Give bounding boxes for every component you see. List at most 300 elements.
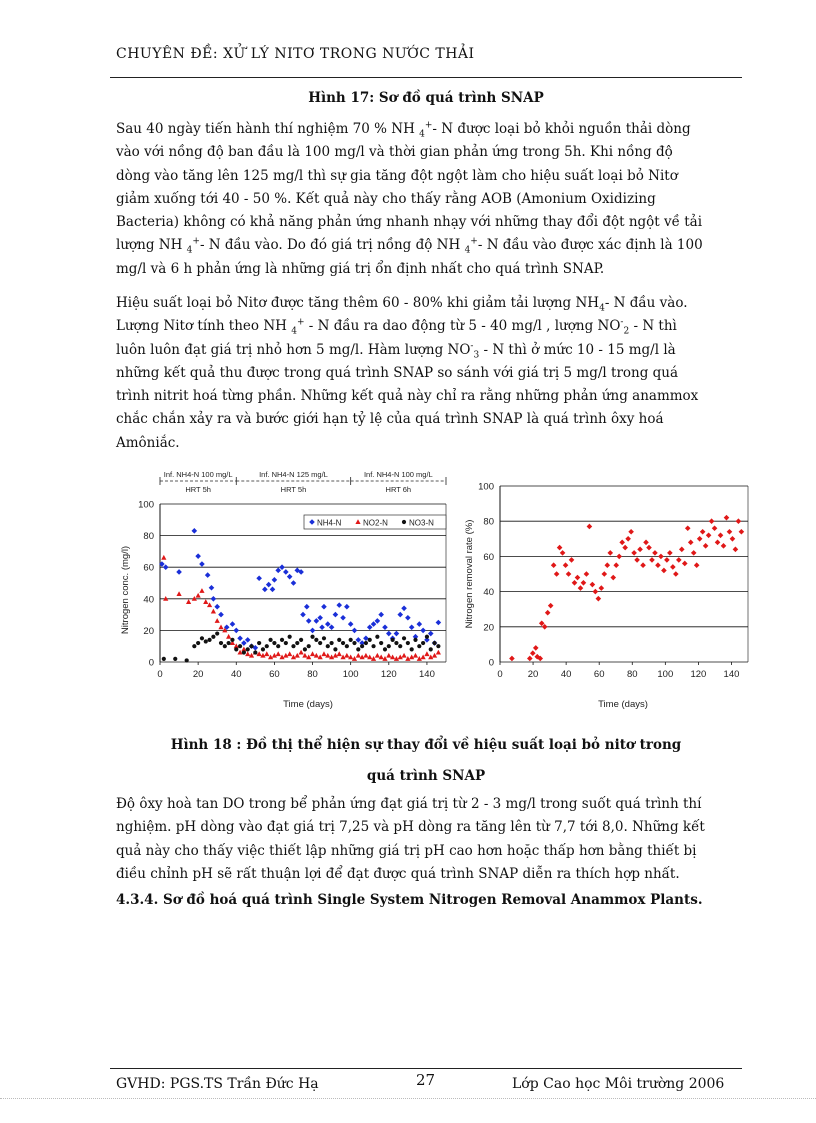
data-point-nh4-n — [209, 585, 215, 591]
paragraph-1 — [116, 118, 738, 281]
data-point-no3-n — [352, 641, 356, 645]
legend-label: NO3-N — [409, 518, 434, 528]
data-point-no2-n — [226, 634, 231, 639]
data-point-removal-rate — [613, 562, 619, 568]
text-line: quả này cho thấy việc thiết lập những giá trị pH cao hơn hoặc thấp hơn bằng thiết bị — [116, 842, 697, 859]
data-point-no2-n — [413, 653, 418, 658]
data-point-no3-n — [333, 647, 337, 651]
data-point-no3-n — [432, 641, 436, 645]
data-point-removal-rate — [599, 585, 605, 591]
data-point-no3-n — [299, 638, 303, 642]
data-point-nh4-n — [218, 612, 224, 618]
data-point-nh4-n — [163, 564, 169, 570]
data-point-no2-n — [161, 555, 166, 560]
data-point-no3-n — [280, 638, 284, 642]
data-point-removal-rate — [691, 550, 697, 556]
data-point-no3-n — [383, 647, 387, 651]
data-point-removal-rate — [616, 554, 622, 560]
data-point-no2-n — [196, 593, 201, 598]
data-point-nh4-n — [325, 621, 331, 627]
data-point-no2-n — [218, 624, 223, 629]
data-point-no2-n — [310, 651, 315, 656]
data-point-nh4-n — [275, 568, 281, 574]
data-point-no3-n — [413, 638, 417, 642]
y-tick-label: 20 — [483, 622, 494, 634]
data-point-no3-n — [410, 647, 414, 651]
data-point-removal-rate — [557, 545, 563, 551]
x-tick-label: 120 — [690, 669, 707, 680]
data-point-nh4-n — [270, 587, 276, 593]
text-line: giảm xuống tới 40 - 50 %. Kết quả này cho thấy rằng AOB (Amonium Oxidizing — [116, 190, 656, 207]
data-point-removal-rate — [593, 589, 599, 595]
data-point-nh4-n — [310, 628, 316, 634]
data-point-no2-n — [386, 653, 391, 658]
data-point-no3-n — [429, 647, 433, 651]
data-point-removal-rate — [700, 529, 706, 535]
data-point-nh4-n — [205, 572, 211, 578]
text-line: điều chỉnh pH sẽ rất thuận lợi để đạt được quá trình SNAP diễn ra thích hợp nhất. — [116, 865, 680, 882]
data-point-removal-rate — [682, 561, 688, 567]
data-point-removal-rate — [610, 575, 616, 581]
x-tick-label: 60 — [269, 669, 280, 680]
data-point-no3-n — [326, 644, 330, 648]
data-point-nh4-n — [300, 612, 306, 618]
nitrogen-removal-rate-chart — [458, 474, 758, 714]
legend-label: NO2-N — [363, 518, 388, 528]
data-point-nh4-n — [272, 577, 278, 583]
data-point-removal-rate — [563, 562, 569, 568]
data-point-removal-rate — [530, 650, 536, 656]
data-point-removal-rate — [566, 571, 572, 577]
data-point-nh4-n — [304, 604, 310, 610]
data-point-nh4-n — [319, 624, 325, 630]
data-point-removal-rate — [569, 557, 575, 563]
chart-tick-labels — [478, 482, 739, 681]
data-point-nh4-n — [230, 621, 236, 627]
data-point-removal-rate — [622, 545, 628, 551]
data-point-removal-rate — [640, 562, 646, 568]
data-point-no2-n — [344, 653, 349, 658]
data-point-nh4-n — [283, 569, 289, 575]
data-point-no3-n — [330, 641, 334, 645]
data-point-nh4-n — [352, 628, 358, 634]
data-point-removal-rate — [587, 524, 593, 530]
data-point-no3-n — [368, 638, 372, 642]
document-header: CHUYÊN ĐỀ: XỬ LÝ NITƠ TRONG NƯỚC THẢI — [116, 46, 475, 62]
x-tick-label: 20 — [527, 669, 539, 680]
data-point-no3-n — [219, 641, 223, 645]
text-line: chắc chắn xảy ra và bước giới hạn tỷ lệ của quá trình SNAP là quá trình ôxy hoá — [116, 411, 664, 428]
chart-data-points — [159, 528, 441, 662]
data-point-no2-n — [401, 653, 406, 658]
data-point-removal-rate — [712, 525, 718, 531]
x-tick-label: 0 — [497, 669, 503, 680]
y-tick-label: 0 — [148, 657, 154, 669]
data-point-removal-rate — [604, 562, 610, 568]
text-line: dòng vào tăng lên 125 mg/l thì sự gia tăng đột ngột làm cho hiệu suất loại bỏ Nitơ — [116, 167, 678, 184]
data-point-no3-n — [234, 647, 238, 651]
data-point-no3-n — [272, 641, 276, 645]
text-line: lượng NH $_4$+- N đầu vào. Do đó giá trị nồng độ NH $_4$+- N đầu vào được xác định là 100 — [116, 236, 703, 257]
data-point-no2-n — [436, 650, 441, 655]
data-point-nh4-n — [241, 640, 247, 646]
data-point-removal-rate — [667, 550, 673, 556]
data-point-no2-n — [363, 653, 368, 658]
data-point-removal-rate — [637, 547, 643, 553]
data-point-nh4-n — [192, 528, 198, 534]
y-axis-label: Nitrogen conc. (mg/l) — [120, 545, 131, 635]
data-point-nh4-n — [237, 636, 243, 642]
data-point-removal-rate — [509, 656, 515, 662]
data-point-nh4-n — [405, 615, 411, 621]
text-line: trình nitrit hoá từng phần. Những kết quả này chỉ ra rằng những phản ứng anammox — [116, 388, 699, 405]
data-point-no3-n — [257, 641, 261, 645]
data-point-no3-n — [207, 638, 211, 642]
data-point-no2-n — [176, 591, 181, 596]
data-point-removal-rate — [718, 532, 724, 538]
data-point-no3-n — [436, 644, 440, 648]
section-heading: 4.3.4. Sơ đồ hoá quá trình Single System Nitrogen Removal Anammox Plants. — [116, 892, 703, 908]
data-point-no2-n — [337, 651, 342, 656]
data-point-nh4-n — [340, 615, 346, 621]
y-axis-label: Nitrogen removal rate (%) — [464, 519, 475, 629]
data-point-nh4-n — [314, 618, 320, 624]
data-point-no2-n — [215, 618, 220, 623]
x-axis-label: Time (days) — [283, 699, 333, 710]
data-point-no3-n — [185, 658, 189, 662]
data-point-nh4-n — [211, 596, 217, 602]
data-point-no3-n — [196, 641, 200, 645]
x-tick-label: 120 — [380, 669, 397, 680]
chart-data-points — [509, 515, 744, 661]
data-point-no3-n — [425, 635, 429, 639]
data-point-no2-n — [211, 609, 216, 614]
x-axis-label: Time (days) — [598, 699, 648, 710]
data-point-no3-n — [276, 644, 280, 648]
figure-18-caption-line2: quá trình SNAP — [366, 768, 486, 784]
data-point-removal-rate — [715, 540, 721, 546]
chart-gridlines — [500, 486, 748, 665]
data-point-no2-n — [186, 599, 191, 604]
data-point-no3-n — [391, 638, 395, 642]
data-point-removal-rate — [655, 562, 661, 568]
data-point-no3-n — [253, 650, 257, 654]
data-point-removal-rate — [724, 515, 730, 521]
data-point-no3-n — [356, 647, 360, 651]
legend-marker — [402, 520, 406, 524]
data-point-removal-rate — [649, 557, 655, 563]
data-point-removal-rate — [545, 610, 551, 616]
y-tick-label: 100 — [138, 499, 154, 511]
x-tick-label: 60 — [593, 669, 605, 680]
data-point-no3-n — [303, 647, 307, 651]
data-point-no3-n — [398, 644, 402, 648]
data-point-no3-n — [406, 641, 410, 645]
figure-18-caption-line1: Hình 18 : Đồ thị thể hiện sự thay đổi về hiệu suất loại bỏ nitơ trong — [170, 737, 682, 753]
data-point-nh4-n — [367, 624, 373, 630]
data-point-removal-rate — [590, 582, 596, 588]
data-point-no3-n — [295, 641, 299, 645]
data-point-removal-rate — [670, 564, 676, 570]
data-point-removal-rate — [730, 536, 736, 542]
x-tick-label: 0 — [157, 669, 163, 680]
data-point-no2-n — [199, 588, 204, 593]
data-point-removal-rate — [575, 575, 581, 581]
data-point-removal-rate — [533, 645, 539, 651]
phase-hrt-label: HRT 5h — [280, 485, 307, 494]
data-point-removal-rate — [733, 547, 739, 553]
data-point-removal-rate — [554, 571, 560, 577]
data-point-removal-rate — [694, 562, 700, 568]
data-point-no3-n — [284, 641, 288, 645]
data-point-no2-n — [203, 599, 208, 604]
text-line: những kết quả thu được trong quá trình SNAP so sánh với giá trị 5 mg/l trong quá — [116, 364, 679, 381]
data-point-no3-n — [322, 636, 326, 640]
data-point-removal-rate — [628, 529, 634, 535]
data-point-no2-n — [321, 651, 326, 656]
data-point-no3-n — [379, 641, 383, 645]
data-point-nh4-n — [279, 564, 285, 570]
data-point-removal-rate — [625, 536, 631, 542]
data-point-nh4-n — [333, 612, 339, 618]
data-point-nh4-n — [397, 612, 403, 618]
data-point-nh4-n — [256, 575, 262, 581]
data-point-nh4-n — [428, 631, 434, 637]
data-point-removal-rate — [551, 562, 557, 568]
data-point-removal-rate — [646, 545, 652, 551]
phase-hrt-label: HRT 6h — [385, 485, 412, 494]
data-point-nh4-n — [287, 574, 293, 580]
data-point-no3-n — [246, 647, 250, 651]
data-point-removal-rate — [703, 543, 709, 549]
data-point-removal-rate — [673, 571, 679, 577]
text-line: Hiệu suất loại bỏ Nitơ được tăng thêm 60 - 80% khi giảm tải lượng $NH_4-$ N đầu vào. — [116, 295, 688, 314]
y-tick-label: 20 — [143, 625, 154, 637]
data-point-no3-n — [345, 644, 349, 648]
data-point-no3-n — [215, 631, 219, 635]
text-line: luôn luôn đạt giá trị nhỏ hơn 5 mg/l. Hàm lượng $NO^-_3$ - N thì ở mức 10 - 15 mg/l là — [116, 341, 676, 361]
data-point-no3-n — [337, 638, 341, 642]
data-point-removal-rate — [560, 550, 566, 556]
phase-hrt-label: HRT 5h — [185, 485, 211, 494]
text-line: Amôniắc. — [116, 434, 180, 451]
x-tick-label: 140 — [723, 669, 740, 680]
data-point-nh4-n — [266, 582, 272, 588]
data-point-no3-n — [238, 644, 242, 648]
text-line: Bacteria) không có khả năng phản ứng nhanh nhạy với những thay đổi đột ngột về tải — [116, 214, 703, 231]
x-tick-label: 40 — [560, 669, 572, 680]
data-point-no3-n — [341, 641, 345, 645]
text-line: Độ ôxy hoà tan DO trong bể phản ứng đạt giá trị từ 2 - 3 mg/l trong suốt quá trình thí — [116, 796, 702, 812]
nitrogen-concentration-chart — [112, 462, 462, 712]
data-point-removal-rate — [709, 518, 715, 524]
data-point-nh4-n — [195, 553, 201, 559]
data-point-removal-rate — [634, 557, 640, 563]
data-point-removal-rate — [527, 656, 533, 662]
text-line: Sau 40 ngày tiến hành thí nghiệm 70 % NH $_4$+- N được loại bỏ khỏi nguồn thải dòng — [116, 120, 691, 140]
data-point-removal-rate — [581, 580, 587, 586]
data-point-nh4-n — [409, 624, 415, 630]
y-tick-label: 60 — [143, 562, 154, 574]
data-point-no2-n — [424, 651, 429, 656]
footer-class: Lớp Cao học Môi trường 2006 — [512, 1076, 725, 1092]
data-point-nh4-n — [245, 637, 251, 643]
data-point-no3-n — [192, 644, 196, 648]
data-point-nh4-n — [336, 602, 342, 608]
data-point-no3-n — [375, 635, 379, 639]
phase-label: Inf. NH4-N 125 mg/L — [259, 470, 328, 479]
data-point-removal-rate — [721, 543, 727, 549]
data-point-nh4-n — [417, 621, 423, 627]
page-edge-dotted — [0, 1098, 816, 1099]
data-point-no3-n — [307, 644, 311, 648]
data-point-no3-n — [200, 636, 204, 640]
data-point-nh4-n — [214, 604, 220, 610]
data-point-nh4-n — [386, 631, 392, 637]
data-point-no3-n — [211, 635, 215, 639]
data-point-nh4-n — [420, 628, 426, 634]
phase-label: Inf. NH4-N 100 mg/L — [363, 470, 433, 479]
data-point-removal-rate — [602, 571, 608, 577]
x-tick-label: 100 — [657, 669, 674, 680]
paragraph-2 — [116, 292, 738, 455]
data-point-no3-n — [265, 644, 269, 648]
footer-rule — [110, 1068, 742, 1069]
data-point-no2-n — [276, 651, 281, 656]
data-point-nh4-n — [355, 637, 361, 643]
header-rule — [110, 77, 742, 78]
data-point-nh4-n — [382, 624, 388, 630]
data-point-no3-n — [387, 644, 391, 648]
y-tick-label: 80 — [143, 531, 154, 543]
data-point-no3-n — [364, 641, 368, 645]
data-point-no3-n — [204, 639, 208, 643]
footer-supervisor: GVHD: PGS.TS Trần Đức Hạ — [116, 1076, 319, 1092]
data-point-no3-n — [417, 644, 421, 648]
data-point-no3-n — [268, 638, 272, 642]
data-point-removal-rate — [736, 518, 742, 524]
data-point-removal-rate — [685, 525, 691, 531]
data-point-no3-n — [318, 641, 322, 645]
data-point-nh4-n — [233, 628, 239, 634]
text-line: nghiệm. pH dòng vào đạt giá trị 7,25 và pH dòng ra tăng lên từ 7,7 tới 8,0. Những kết — [116, 819, 705, 836]
data-point-nh4-n — [317, 615, 323, 621]
data-point-removal-rate — [706, 532, 712, 538]
data-point-removal-rate — [578, 585, 584, 591]
data-point-no3-n — [402, 636, 406, 640]
data-point-no3-n — [291, 644, 295, 648]
x-tick-label: 100 — [342, 669, 359, 680]
phase-label: Inf. NH4-N 100 mg/L — [163, 470, 233, 479]
data-point-removal-rate — [697, 536, 703, 542]
chart-legend — [304, 515, 446, 529]
data-point-nh4-n — [329, 624, 335, 630]
data-point-nh4-n — [199, 561, 205, 567]
data-point-removal-rate — [572, 580, 578, 586]
data-point-nh4-n — [375, 618, 381, 624]
data-point-removal-rate — [548, 603, 554, 609]
y-tick-label: 80 — [483, 516, 494, 528]
data-point-no3-n — [349, 638, 353, 642]
data-point-removal-rate — [664, 557, 670, 563]
x-tick-label: 80 — [307, 669, 318, 680]
data-point-removal-rate — [676, 557, 682, 563]
data-point-nh4-n — [394, 631, 400, 637]
data-point-no3-n — [360, 644, 364, 648]
data-point-no3-n — [249, 644, 253, 648]
data-point-nh4-n — [306, 618, 312, 624]
data-point-nh4-n — [436, 620, 442, 626]
data-point-no3-n — [223, 644, 227, 648]
data-point-removal-rate — [607, 550, 613, 556]
data-point-nh4-n — [344, 604, 350, 610]
data-point-no2-n — [287, 651, 292, 656]
x-tick-label: 20 — [192, 669, 204, 680]
data-point-removal-rate — [688, 540, 694, 546]
y-tick-label: 100 — [478, 481, 494, 493]
data-point-nh4-n — [378, 612, 384, 618]
data-point-no3-n — [394, 641, 398, 645]
data-point-no3-n — [261, 647, 265, 651]
x-tick-label: 140 — [419, 669, 435, 680]
data-point-nh4-n — [348, 621, 354, 627]
data-point-no3-n — [314, 638, 318, 642]
data-point-no3-n — [227, 641, 231, 645]
data-point-no3-n — [288, 635, 292, 639]
data-point-removal-rate — [652, 550, 658, 556]
data-point-removal-rate — [658, 554, 664, 560]
data-point-no3-n — [371, 644, 375, 648]
data-point-no3-n — [173, 657, 177, 661]
data-point-removal-rate — [631, 550, 637, 556]
page-number: 27 — [416, 1071, 436, 1089]
data-point-no3-n — [230, 638, 234, 642]
data-point-no2-n — [375, 653, 380, 658]
legend-label: NH4-N — [317, 518, 342, 528]
data-point-removal-rate — [643, 540, 649, 546]
data-point-removal-rate — [727, 529, 733, 535]
y-tick-label: 60 — [483, 551, 494, 563]
text-line: vào với nồng độ ban đầu là 100 mg/l và thời gian phản ứng trong 5h. Khi nồng độ — [116, 144, 673, 161]
paragraph-3 — [116, 793, 738, 886]
data-point-removal-rate — [619, 540, 625, 546]
data-point-no3-n — [310, 635, 314, 639]
x-tick-label: 40 — [230, 669, 242, 680]
data-point-removal-rate — [584, 571, 590, 577]
text-line: mg/l và 6 h phản ứng là những giá trị ổn định nhất cho quá trình SNAP. — [116, 260, 605, 277]
data-point-no2-n — [264, 651, 269, 656]
data-point-removal-rate — [596, 596, 602, 602]
data-point-removal-rate — [679, 547, 685, 553]
y-tick-label: 40 — [483, 587, 494, 599]
data-point-nh4-n — [176, 569, 182, 575]
data-point-no3-n — [242, 650, 246, 654]
data-point-no2-n — [298, 650, 303, 655]
phase-bar — [160, 470, 446, 494]
x-tick-label: 80 — [626, 669, 638, 680]
figure-17-caption: Hình 17: Sơ đồ quá trình SNAP — [308, 90, 544, 106]
data-point-no3-n — [421, 641, 425, 645]
data-point-removal-rate — [739, 529, 745, 535]
y-tick-label: 0 — [488, 657, 494, 669]
data-point-no3-n — [162, 657, 166, 661]
data-point-nh4-n — [401, 605, 407, 611]
data-point-nh4-n — [321, 604, 327, 610]
text-line: Lượng Nitơ tính theo NH $_4$+ - N đầu ra dao động từ 5 - 40 mg/l , lượng $NO^-_2$ - N thì — [116, 317, 677, 337]
data-point-nh4-n — [371, 621, 377, 627]
data-point-nh4-n — [262, 587, 268, 593]
data-point-nh4-n — [291, 580, 297, 586]
